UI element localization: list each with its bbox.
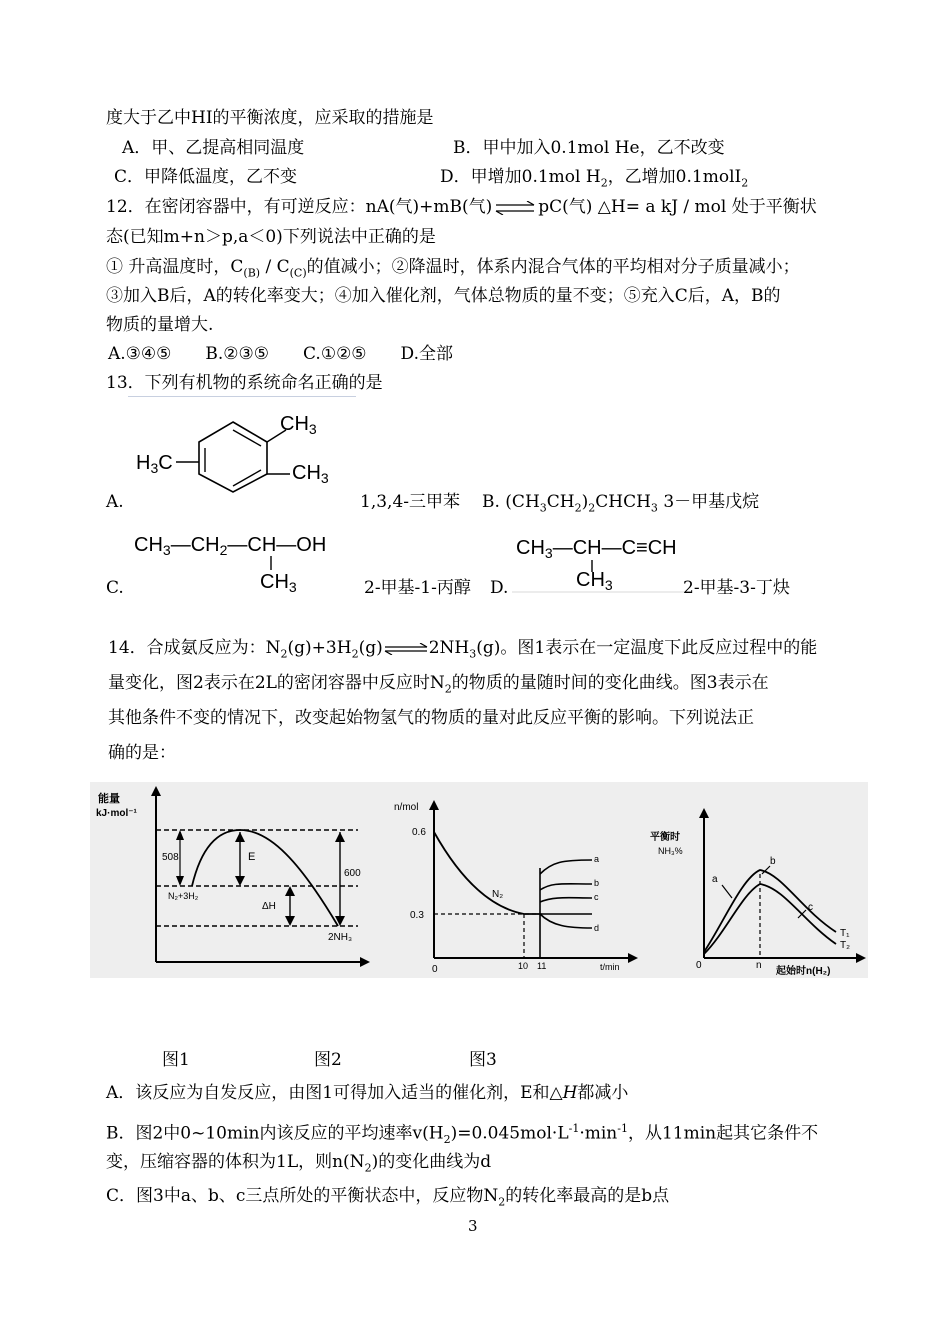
q13-d-name: 2-甲基-3-丁炔 — [683, 578, 790, 598]
q13-b: B. $(CH_3CH_2)_2CHCH_3$ 3－甲基戊烷 — [482, 492, 760, 515]
fig2-tick-06: 0.6 — [412, 827, 426, 838]
q11-option-b: B．甲中加入0.1mol He，乙不改变 — [453, 138, 725, 158]
q13-a-name: 1,3,4-三甲苯 — [360, 492, 460, 512]
fig3-point-a: a — [712, 874, 718, 885]
fig2-xlabel: t/min — [600, 962, 620, 972]
structure-d-methylbutyne — [512, 530, 692, 594]
fig2-curve-c: c — [594, 892, 599, 902]
svg-text:CH3: $CH_3$ — [576, 569, 613, 593]
q12-statement-2: ③加入B后，A的转化率变大；④加入催化剂，气体总物质的量不变；⑤充入C后，A，B的 — [106, 286, 781, 306]
fig1-label-e: E — [248, 851, 256, 863]
fig3-point-b: b — [770, 856, 776, 867]
fig2-tick-0: 0 — [432, 964, 438, 975]
fig1-label-600: 600 — [344, 868, 361, 879]
q11-option-a: A．甲、乙提高相同温度 — [122, 138, 305, 158]
structure-c-methylpropanol — [132, 526, 362, 594]
q13-c-label: C. — [106, 578, 124, 598]
q14-option-a: A．该反应为自发反应，由图1可得加入适当的催化剂，E和△H都减小 — [106, 1083, 629, 1103]
q11-option-d: D．甲增加0.1mol $H_2$，乙增加0.1molI$_2$ — [440, 167, 749, 190]
figure-3-caption: 图3 — [469, 1050, 497, 1070]
reversible-arrow-icon — [383, 643, 429, 655]
fig3-point-c: c — [808, 902, 813, 913]
q12-stem-line1: 12．在密闭容器中，有可逆反应：nA(气)+mB(气) pC(气) △H= a kJ / mol 处于平衡状 — [106, 197, 817, 217]
fig2-ylabel: n/mol — [394, 802, 419, 813]
fig1-label-reactants: N₂+3H₂ — [168, 891, 199, 901]
q14-option-c: C．图3中a、b、c三点所处的平衡状态中，反应物$N_2$的转化率最高的是b点 — [106, 1186, 670, 1209]
fig2-tick-10: 10 — [518, 961, 529, 971]
page-number: 3 — [468, 1217, 478, 1235]
fig3-tick-n: n — [756, 960, 762, 971]
fig2-tick-11: 11 — [537, 961, 547, 971]
figure-2-n-time-curve — [392, 782, 642, 978]
fig3-xlabel: 起始时n(H₂) — [776, 966, 831, 977]
fig2-series-n2: N₂ — [492, 889, 504, 900]
q14-option-b: B．图2中0~10min内该反应的平均速率$v(H_2)=0.045mol\cdot L^{-1}\cdot\min^{-1}$，从11min起其它条件不 — [106, 1122, 819, 1147]
q13-a-label: A. — [106, 492, 124, 512]
q13-c-name: 2-甲基-1-丙醇 — [364, 578, 471, 598]
svg-text:CH3—CH2—CH—OH: $CH_3—CH_2—CH—OH$ — [134, 534, 327, 558]
q11-option-c: C．甲降低温度，乙不变 — [114, 167, 298, 187]
figure-1-caption: 图1 — [162, 1050, 190, 1070]
reversible-arrow-icon — [494, 201, 536, 215]
fig1-ylabel-unit: kJ·mol⁻¹ — [96, 808, 137, 819]
fig3-label-t2: T₂ — [840, 940, 850, 951]
struct-a-ch3-top: $CH_3$ — [280, 413, 317, 437]
q13-underline — [128, 396, 356, 397]
q12-statement-3: 物质的量增大. — [106, 315, 214, 335]
q14-stem-line4: 确的是： — [108, 743, 176, 763]
fig2-curve-a: a — [594, 854, 600, 864]
struct-a-ch3-right: $CH_3$ — [292, 462, 329, 486]
q14-stem-line2: 量变化，图2表示在2L的密闭容器中反应时$N_2$的物质的量随时间的变化曲线。图3表示在 — [108, 673, 769, 696]
q14-option-b-line2: 变，压缩容器的体积为1L，则$n(N_2)$的变化曲线为d — [106, 1152, 492, 1175]
fig3-tick-0: 0 — [696, 960, 702, 971]
figure-3-nh3-percent — [646, 782, 868, 978]
fig2-curve-d: d — [594, 923, 600, 933]
fig3-ylabel-2: NH₃% — [658, 846, 683, 856]
figure-2-caption: 图2 — [314, 1050, 342, 1070]
q11-line: 度大于乙中HI的平衡浓度，应采取的措施是 — [106, 108, 434, 128]
fig1-label-dh: ΔH — [262, 901, 276, 912]
fig1-label-products: 2NH₃ — [328, 932, 353, 943]
fig3-label-t1: T₁ — [840, 928, 850, 939]
q13-d-label: D. — [490, 578, 509, 598]
svg-text:CH3—CH—C≡CH: $CH_3—CH—C\equiv CH$ — [516, 537, 677, 561]
svg-text:CH3: $CH_3$ — [260, 571, 297, 594]
fig1-ylabel-energy: 能量 — [98, 793, 120, 805]
q12-options: A.③④⑤ B.②③⑤ C.①②⑤ D.全部 — [108, 344, 453, 364]
q12-statement-1: ① 升高温度时，$C_{(B)} / C_{(C)}$的值减小；②降温时，体系内混合气体的平均相对分子质量减小； — [106, 257, 800, 280]
q14-stem-line1: 14．合成氨反应为：$N_2(g)+3H_2(g)$ $2NH_3(g)$。图1表示在一定温度下此反应过程中的能 — [108, 638, 818, 661]
q12-stem-line2: 态(已知m+n＞p,a＜0)下列说法中正确的是 — [106, 227, 436, 247]
fig2-tick-03: 0.3 — [410, 910, 424, 921]
q14-stem-line3: 其他条件不变的情况下，改变起始物氢气的物质的量对此反应平衡的影响。下列说法正 — [108, 708, 754, 728]
fig3-ylabel-1: 平衡时 — [650, 832, 680, 843]
structure-a-trimethylbenzene — [130, 404, 345, 496]
fig2-curve-b: b — [594, 878, 600, 888]
struct-a-h3c-left: $H_3C$ — [136, 452, 173, 476]
figure-1-energy-diagram — [90, 782, 370, 978]
fig1-label-508: 508 — [162, 852, 179, 863]
q13-stem: 13．下列有机物的系统命名正确的是 — [106, 373, 383, 393]
